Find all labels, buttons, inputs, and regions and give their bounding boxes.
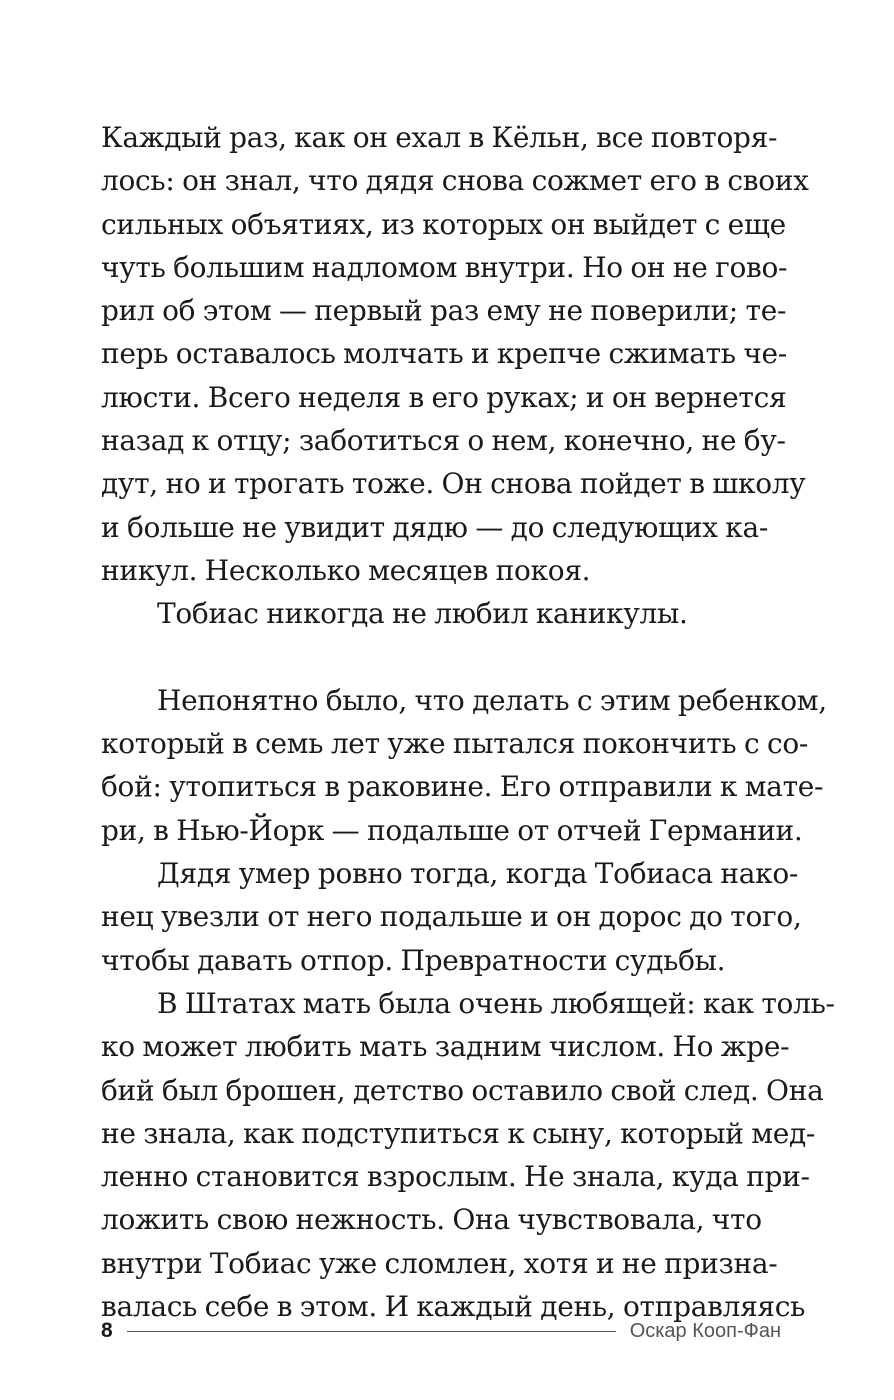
text-line: чтобы давать отпор. Превратности судьбы. [101,943,726,977]
text-line: чуть большим надломом внутри. Но он не гово- [101,250,788,284]
paragraph-first-line: Дядя умер ровно тогда, когда Тобиаса нако- [157,857,799,891]
text-line: валась себе в этом. И каждый день, отправляясь [101,1290,806,1324]
text-line: перь оставалось молчать и крепче сжимать че- [101,337,787,371]
text-line: нец увезли от него подальше и он дорос до того, [101,900,802,934]
text-line: бий был брошен, детство оставило свой след. Она [101,1073,824,1107]
paragraph-first-line: В Штатах мать была очень любящей: как толь- [157,986,835,1020]
text-line: дут, но и трогать тоже. Он снова пойдет в школу [101,467,806,501]
text-line: сильных объятиях, из которых он выйдет с еще [101,207,786,241]
text-line: ложить свою нежность. Она чувствовала, что [101,1203,762,1237]
page-number: 8 [101,1319,113,1342]
text-line: внутри Тобиас уже сломлен, хотя и не призна- [101,1246,778,1280]
text-line: не знала, как подступиться к сыну, который мед- [101,1116,816,1150]
text-line: бой: утопиться в раковине. Его отправили к мате- [101,770,824,804]
running-footer-author: Оскар Кооп-Фан [629,1319,781,1342]
text-line: ко может любить мать задним числом. Но жре- [101,1030,790,1064]
paragraph-first-line: Непонятно было, что делать с этим ребенком, [157,683,827,717]
paragraph-first-line: Тобиас никогда не любил каникулы. [157,597,688,631]
text-line: Каждый раз, как он ехал в Кёльн, все повторя- [101,121,778,154]
text-line: который в семь лет уже пытался покончить с со- [101,727,809,761]
text-line: лось: он знал, что дядя снова сожмет его в своих [101,164,809,198]
text-line: рил об этом — первый раз ему не поверили; те- [101,294,787,328]
section-break [101,636,781,679]
body-text [101,116,835,1328]
text-line: и больше не увидит дядю — до следующих ка- [101,510,769,544]
text-line: ри, в Нью-Йорк — подальше от отчей Германии. [101,813,803,847]
text-line: назад к отцу; заботиться о нем, конечно, не бу- [101,424,786,458]
text-line: никул. Несколько месяцев покоя. [101,553,591,587]
text-line: ленно становится взрослым. Не знала, куда при- [101,1160,810,1194]
text-line: люсти. Всего неделя в его руках; и он вернется [101,380,787,414]
page-footer [101,1316,781,1346]
footer-rule [127,1331,616,1332]
